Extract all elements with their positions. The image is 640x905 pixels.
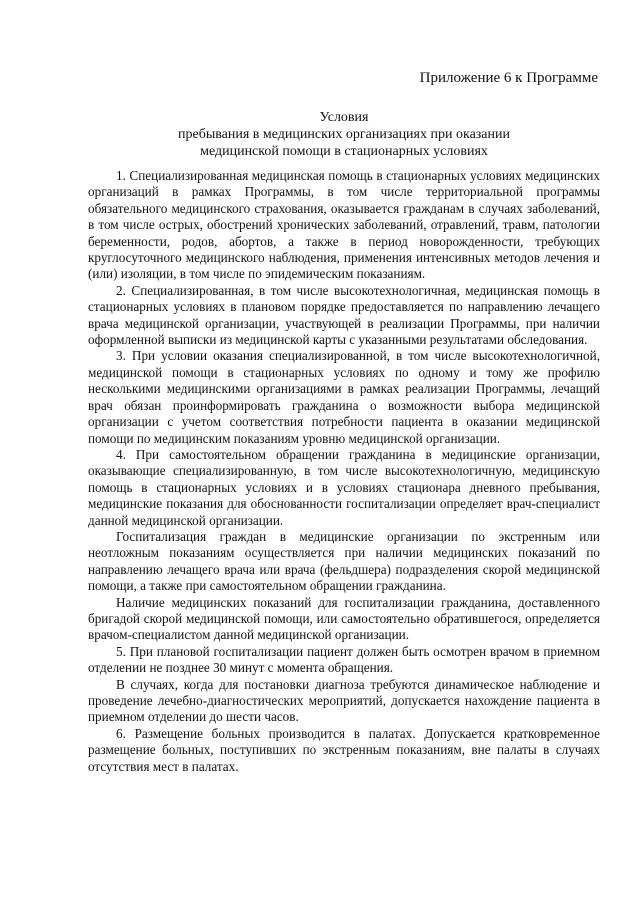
paragraph-1: 1. Специализированная медицинская помощь в стационарных условиях медицинских организаций в рамках Программы, в том числе территориальной программы обязательного медицинского страхования, оказывается гражданам в случаях заболеваний, в том числе острых, обострений хронических заболеваний, отравлений, травм, патологии беременности, родов, абортов, а также в период новорожденности, требующих круглосуточного медицинского наблюдения, применения интенсивных методов лечения и (или) изоляции, в том числе по эпидемическим показаниям. (88, 168, 600, 282)
paragraph-6: 6. Размещение больных производится в палатах. Допускается кратковременное размещение больных, поступивших по экстренным показаниям, вне палаты в случаях отсутствия мест в палатах. (88, 725, 600, 774)
paragraph-4: 4. При самостоятельном обращении гражданина в медицинские организации, оказывающие специализированную, в том числе высокотехнологичную, медицинскую помощь в стационарных условиях и в условиях стационара дневного пребывания, медицинские показания для обоснованности госпитализации определяет врач-специалист данной медицинской организации. (88, 446, 600, 528)
paragraph-3: 3. При условии оказания специализированной, в том числе высокотехнологичной, медицинской помощи в стационарных условиях по одному и тому же профилю несколькими медицинскими организациями в рамках реализации Программы, лечащий врач обязан проинформировать гражданина о возможности выбора медицинской организации с учетом соответствия потребности пациента в оказании медицинской помощи по медицинским показаниям уровню медицинской организации. (88, 348, 600, 446)
paragraph-5-observation: В случаях, когда для постановки диагноза требуются динамическое наблюдение и проведение лечебно-диагностических мероприятий, допускается нахождение пациента в приемном отделении до шести часов. (88, 676, 600, 725)
document-subtitle-line-2: медицинской помощи в стационарных условиях (200, 144, 488, 159)
paragraph-5: 5. При плановой госпитализации пациент должен быть осмотрен врачом в приемном отделении не позднее 30 минут с момента обращения. (88, 643, 600, 676)
paragraph-2: 2. Специализированная, в том числе высокотехнологичная, медицинская помощь в стационарных условиях в плановом порядке предоставляется по направлению лечащего врача медицинской организации, участвующей в реализации Программы, при наличии оформленной выписки из медицинской карты с указанными результатами обследования. (88, 282, 600, 348)
paragraph-4-indications: Наличие медицинских показаний для госпитализации гражданина, доставленного бригадой скорой медицинской помощи, или самостоятельно обратившегося, определяется врачом-специалистом данной медицинской организации. (88, 594, 600, 643)
document-body (88, 168, 600, 775)
appendix-label: Приложение 6 к Программе (419, 70, 598, 86)
document-subtitle-line-1: пребывания в медицинских организациях при оказании (177, 127, 510, 142)
document-title: Условия (319, 110, 369, 125)
paragraph-4-emergency: Госпитализация граждан в медицинские организации по экстренным или неотложным показаниям осуществляется при наличии медицинских показаний по направлению лечащего врача или врача (фельдшера) подразделения скорой медицинской помощи, а также при самостоятельном обращении гражданина. (88, 528, 600, 594)
